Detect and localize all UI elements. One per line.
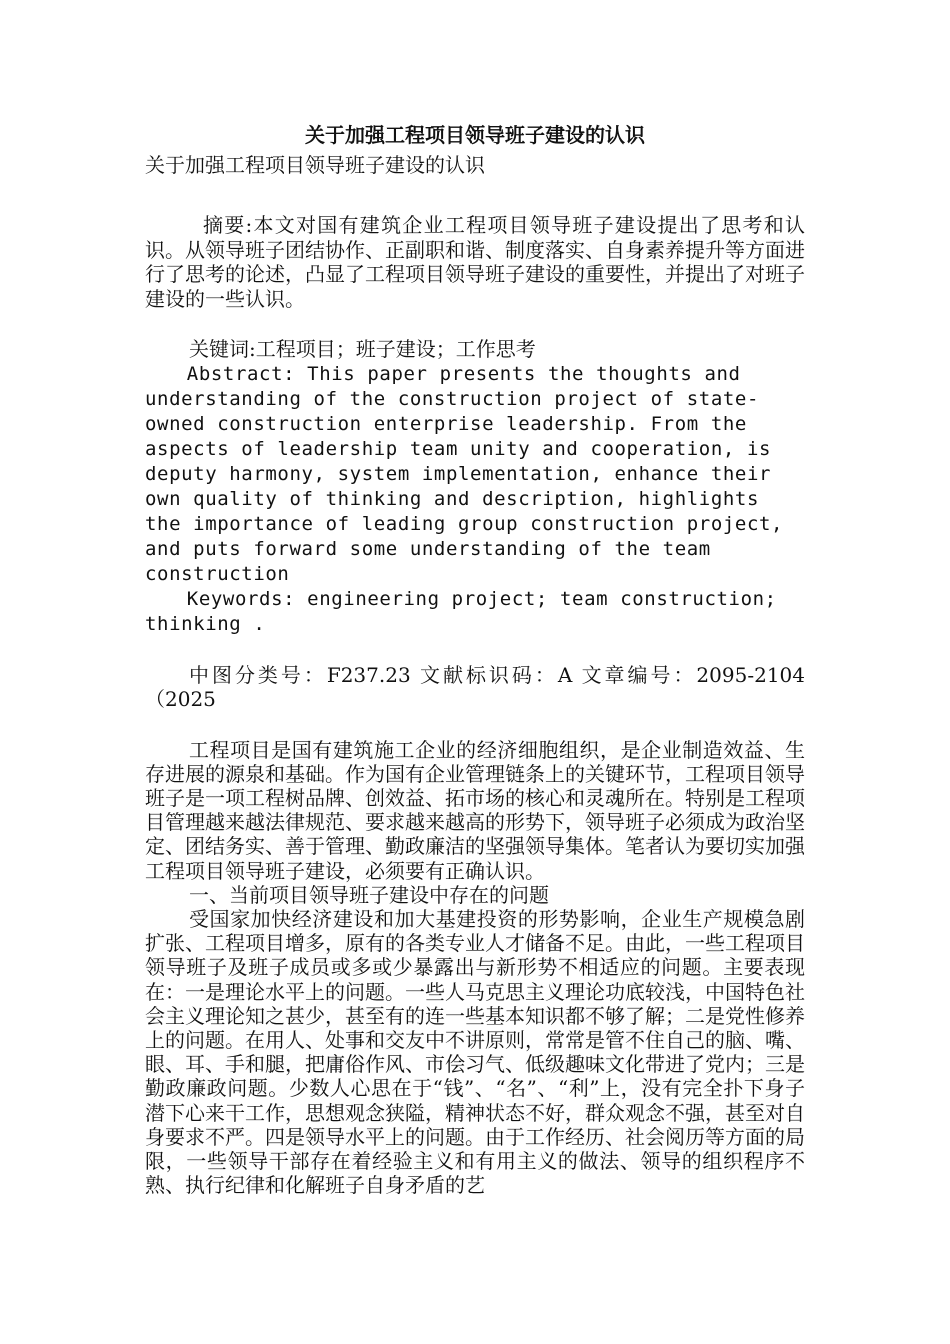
document-title: 关于加强工程项目领导班子建设的认识 — [305, 123, 645, 147]
keywords-english: Keywords: engineering project; team construction; thinking . — [145, 587, 777, 635]
spacer — [145, 311, 805, 337]
spacer — [145, 637, 805, 663]
abstract-chinese: 摘要:本文对国有建筑企业工程项目领导班子建设提出了思考和认识。从领导班子团结协作、正副职和谐、制度落实、自身素养提升等方面进行了思考的论述，凸显了工程项目领导班子建设的重要性，并提出了对班子建设的一些认识。 — [145, 213, 805, 311]
abstract-english: Abstract: This paper presents the thoughts and understanding of the construction project of state-owned construction enterprise leadership. From the aspects of leadership team unity and cooperation, is deputy harmony, system implementation, enhance their own quality of thinking and description, highlights the importance of leading group construction project, and puts forward some understanding of the team construction — [145, 362, 784, 585]
classification-line: 中图分类号：F237.23 文献标识码：A 文章编号：2095-2104（2025 — [145, 662, 805, 711]
spacer — [145, 712, 805, 738]
body-text — [145, 738, 805, 1198]
document-page — [145, 120, 805, 1197]
document-subtitle: 关于加强工程项目领导班子建设的认识 — [145, 153, 485, 177]
section-heading: 一、当前项目领导班子建设中存在的问题 — [189, 882, 549, 907]
section-paragraph: 受国家加快经济建设和加大基建投资的形势影响，企业生产规模急剧扩张、工程项目增多，原有的各类专业人才储备不足。由此，一些工程项目领导班子及班子成员或多或少暴露出与新形势不相适应的问题。主要表现在：一是理论水平上的问题。一些人马克思主义理论功底较浅，中国特色社会主义理论知之甚少，甚至有的连一些基本知识都不够了解；二是党性修养上的问题。在用人、处事和交友中不讲原则，常常是管不住自己的脑、嘴、眼、耳、手和腿，把庸俗作风、市侩习气、低级趣味文化带进了党内；三是勤政廉政问题。少数人心思在于“钱”、“名”、“利”上，没有完全扑下身子潜下心来干工作，思想观念狭隘，精神状态不好，群众观念不强，甚至对自身要求不严。四是领导水平上的问题。由于工作经历、社会阅历等方面的局限，一些领导干部存在着经验主义和有用主义的做法、领导的组织程序不熟、执行纪律和化解班子自身矛盾的艺 — [145, 906, 805, 1198]
keywords-chinese: 关键词:工程项目；班子建设；工作思考 — [189, 337, 536, 361]
intro-paragraph: 工程项目是国有建筑施工企业的经济细胞组织，是企业制造效益、生存进展的源泉和基础。作为国有企业管理链条上的关键环节，工程项目领导班子是一项工程树品牌、创效益、拓市场的核心和灵魂所在。特别是工程项目管理越来越法律规范、要求越来越高的形势下，领导班子必须成为政治坚定、团结务实、善于管理、勤政廉洁的坚强领导集体。笔者认为要切实加强工程项目领导班子建设，必须要有正确认识。 — [145, 737, 805, 883]
spacer — [145, 180, 805, 213]
